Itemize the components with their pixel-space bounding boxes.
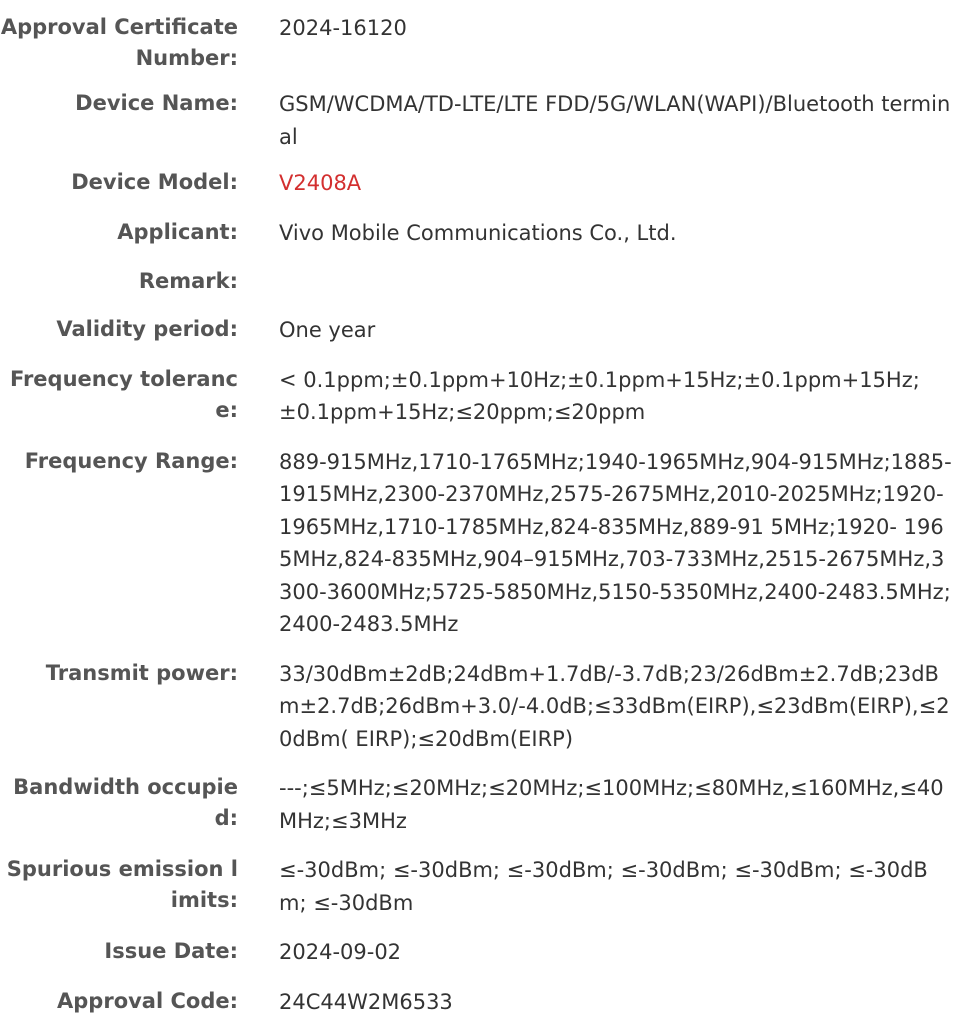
frequency-tolerance-label: Frequency tolerance:	[9, 366, 238, 422]
approval-code-value: 24C44W2M6533	[279, 989, 453, 1014]
row-approval-code	[0, 986, 979, 1019]
row-frequency-range	[0, 446, 979, 641]
device-model-value: V2408A	[279, 171, 362, 195]
row-frequency-tolerance	[0, 364, 979, 429]
bandwidth-occupied-value: ---;≤5MHz;≤20MHz;≤20MHz;≤100MHz;≤80MHz,≤160MHz,≤40MHz;≤3MHz	[279, 776, 944, 833]
row-spurious-emission	[0, 854, 979, 919]
row-validity-period	[0, 314, 979, 347]
spurious-emission-label: Spurious emission limits:	[6, 857, 238, 912]
approval-number-value: 2024-16120	[279, 16, 407, 40]
row-transmit-power	[0, 658, 979, 756]
row-device-model	[0, 167, 979, 200]
frequency-range-value: 889-915MHz,1710-1765MHz;1940-1965MHz,904-915MHz;1885-1915MHz,2300-2370MHz,2575-2675MHz,2010-2025MHz;1920-1965MHz,1710-1785MHz,824-835MHz,889-91 5MHz;1920- 1965MHz,824-835MHz,904–915MHz,703-733MHz,2515-2675MHz,3300-3600MHz;5725-5850MHz,5150-5350MHz,2400-2483.5MHz;2400-2483.5MHz	[279, 449, 952, 636]
row-approval-number	[0, 12, 979, 74]
validity-period-label: Validity period:	[56, 317, 238, 341]
applicant-value: Vivo Mobile Communications Co., Ltd.	[279, 220, 677, 245]
frequency-tolerance-value: < 0.1ppm;±0.1ppm+10Hz;±0.1ppm+15Hz;±0.1ppm+15Hz;±0.1ppm+15Hz;≤20ppm;≤20ppm	[279, 367, 920, 424]
issue-date-label: Issue Date:	[104, 939, 238, 963]
row-issue-date	[0, 936, 979, 969]
remark-label: Remark:	[138, 269, 238, 293]
approval-code-label: Approval Code:	[57, 988, 238, 1013]
transmit-power-value: 33/30dBm±2dB;24dBm+1.7dB/-3.7dB;23/26dBm±2.7dB;23dBm±2.7dB;26dBm+3.0/-4.0dB;≤33dBm(EIRP),≤23dBm(EIRP),≤20dBm( EIRP);≤20dBm(EIRP)	[279, 661, 950, 751]
applicant-label: Applicant:	[117, 219, 238, 244]
approval-number-label: Approval Certificate Number:	[0, 15, 238, 70]
device-model-label: Device Model:	[71, 170, 238, 194]
row-applicant	[0, 217, 979, 250]
bandwidth-occupied-label: Bandwidth occupied:	[13, 775, 238, 830]
row-bandwidth-occupied	[0, 772, 979, 837]
spurious-emission-value: ≤-30dBm; ≤-30dBm; ≤-30dBm; ≤-30dBm; ≤-30dBm; ≤-30dBm; ≤-30dBm	[279, 858, 928, 915]
transmit-power-label: Transmit power:	[45, 660, 238, 685]
row-device-name	[0, 88, 979, 153]
validity-period-value: One year	[279, 318, 376, 342]
device-name-value: GSM/WCDMA/TD-LTE/LTE FDD/5G/WLAN(WAPI)/Bluetooth terminal	[279, 92, 951, 149]
row-remark	[0, 266, 979, 297]
frequency-range-label: Frequency Range:	[24, 448, 238, 473]
device-name-label: Device Name:	[75, 91, 238, 115]
issue-date-value: 2024-09-02	[279, 940, 402, 964]
